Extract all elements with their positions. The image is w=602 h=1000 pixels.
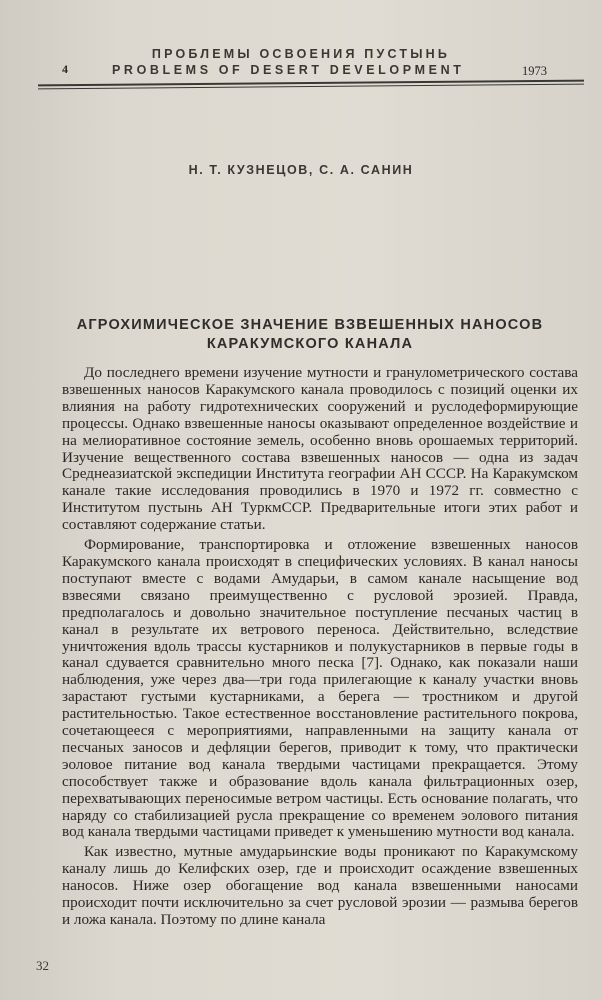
issue-year: 1973 [522, 64, 547, 78]
article-authors: Н. Т. КУЗНЕЦОВ, С. А. САНИН [188, 163, 414, 177]
article-body [62, 365, 578, 932]
issue-number: 4 [62, 62, 68, 76]
paragraph: Как известно, мутные амударьинские воды проникают по Каракумскому каналу лишь до Келифских озер, где и происходит осаждение взвешенных наносов. Ниже озер обогащение вод канала взвешенными наносами происходит почти исключительно за счет русловой эрозии — размыва берегов и ложа канала. Поэтому по длине канала [62, 843, 578, 928]
page-number: 32 [36, 958, 49, 973]
running-head-russian: ПРОБЛЕМЫ ОСВОЕНИЯ ПУСТЫНЬ [151, 47, 451, 61]
running-head-english: PROBLEMS OF DESERT DEVELOPMENT [112, 63, 465, 77]
paragraph: Формирование, транспортировка и отложение взвешенных наносов Каракумского канала происходят в специфических условиях. В канал наносы поступают вместе с водами Амударьи, в самом канале насыщение вод взвесями связано преимущественно с русловой эрозией. Правда, предполагалось и довольно значительное поступление песчаных частиц в канал в результате их ветрового переноса. Действительно, вследствие уничтожения вдоль трассы кустарников и полукустарников в первые годы в канал сдувается сравнительно много песка [7]. Однако, как показали наши наблюдения, уже через два—три года прилегающие к каналу участки вновь зарастают густыми кустарниками, а берега — тростником и другой растительностью. Такое естественное восстановление растительного покрова, сочетающееся с мероприятиями, направленными на защиту канала от песчаных заносов и дефляции берегов, приводит к тому, что практически эоловое питание вод канала твердыми частицами прекращается. Этому способствует также и образование вдоль канала фильтрационных озер, перехватывающих переносимые ветром частицы. Есть основание полагать, что наряду со стабилизацией русла прекращение со временем эолового питания вод канала твердыми частицами приведет к уменьшению мутности вод канала. [62, 536, 578, 841]
article-title: АГРОХИМИЧЕСКОЕ ЗНАЧЕНИЕ ВЗВЕШЕННЫХ НАНОСОВ КАРАКУМСКОГО КАНАЛА [76, 317, 544, 352]
paragraph: До последнего времени изучение мутности и гранулометрического состава взвешенных наносов Каракумского канала проводилось с позиций оценки их влияния на работу гидротехнических сооружений и руслодеформирующие процессы. Однако взвешенные наносы оказывают определенное воздействие и на мелиоративное состояние земель, особенно вновь орошаемых территорий. Изучение вещественного состава взвешенных наносов — одна из задач Среднеазиатской экспедиции Института географии АН СССР. На Каракумском канале такие исследования проводились в 1970 и 1972 гг. совместно с Институтом пустынь АН ТуркмССР. Предварительные итоги этих работ и составляют содержание статьи. [62, 364, 578, 534]
